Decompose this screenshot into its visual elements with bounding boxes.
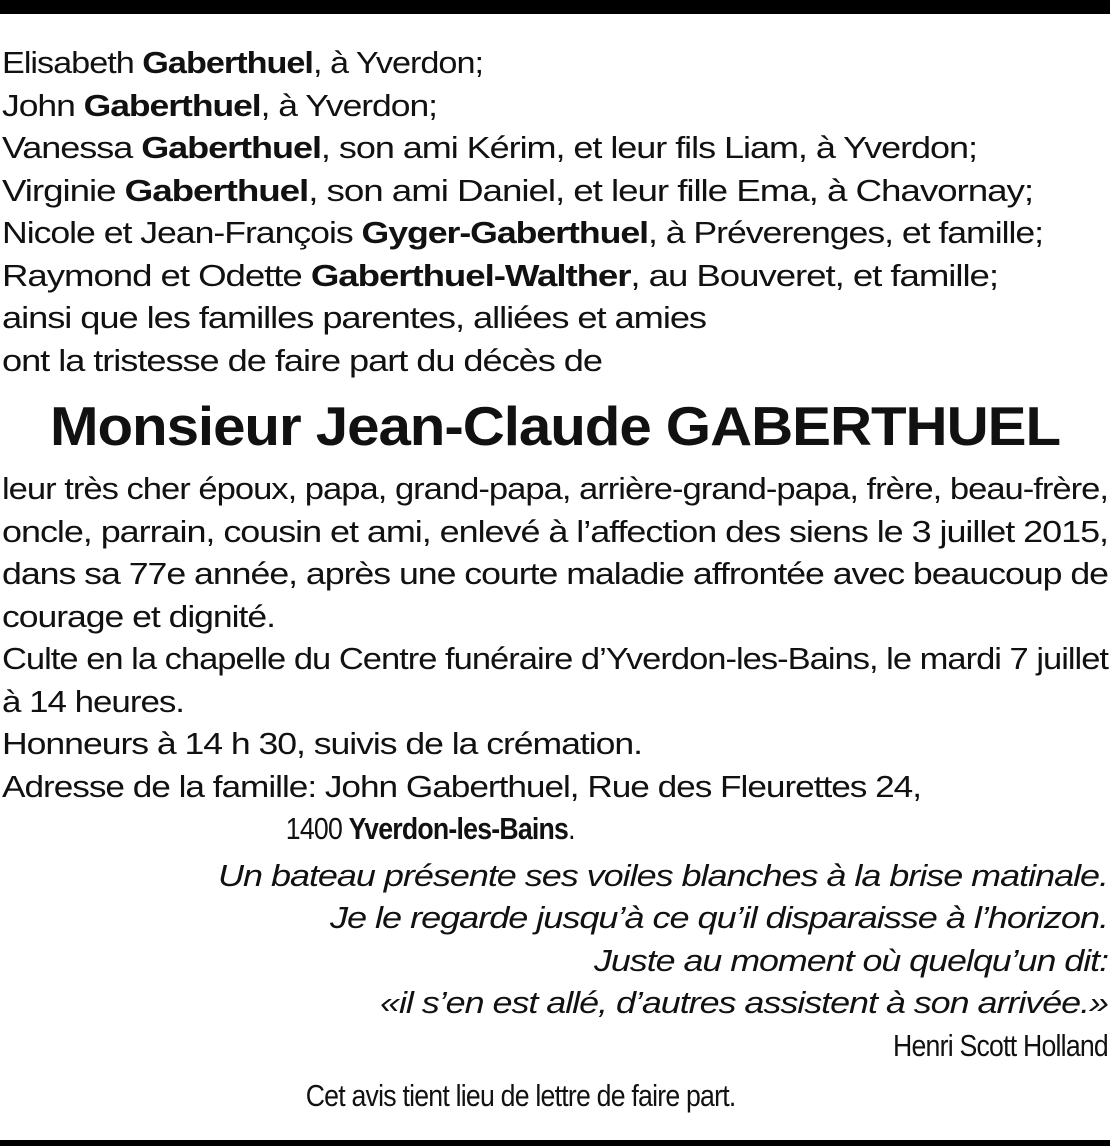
- family-line: [2, 85, 1110, 128]
- family-given-names: Nicole et Jean-François: [2, 215, 362, 250]
- family-surname: Gyger-Gaberthuel: [361, 215, 649, 250]
- family-details: , à Yverdon;: [260, 87, 437, 123]
- closing-note: Cet avis tient lieu de lettre de faire part.: [305, 1078, 736, 1113]
- family-given-names: Virginie: [2, 172, 125, 208]
- family-surname: Gaberthuel-Walther: [310, 257, 631, 293]
- intro: [2, 297, 1108, 382]
- family-given-names: John: [2, 87, 84, 123]
- top-rule: [0, 0, 1110, 14]
- notice-body: [2, 468, 1108, 851]
- postal-code: 1400: [285, 811, 349, 846]
- deceased-name: Monsieur Jean-Claude GABERTHUEL: [49, 395, 1060, 457]
- family-given-names: Raymond et Odette: [2, 257, 311, 293]
- quote-line: Juste au moment où quelqu’un dit:: [593, 942, 1108, 978]
- body-line: leur très cher époux, papa, grand-papa, arrière-grand-papa, frère, beau-frère,: [2, 471, 1108, 506]
- family-line: [2, 170, 1110, 213]
- family-list: [2, 42, 1108, 297]
- quote-line: «il s’en est allé, d’autres assistent à son arrivée.»: [380, 985, 1108, 1020]
- family-line: [2, 212, 1110, 255]
- body-line: Culte en la chapelle du Centre funéraire d’Yverdon-les-Bains, le mardi 7 juillet: [2, 641, 1108, 676]
- family-address-city: [2, 808, 953, 851]
- poem-quote: [2, 855, 1108, 1068]
- city-name: Yverdon-les-Bains: [348, 811, 569, 846]
- family-details: , son ami Kérim, et leur fils Liam, à Yverdon;: [320, 130, 978, 165]
- intro-line: ont la tristesse de faire part du décès de: [2, 342, 602, 378]
- family-line: [2, 127, 1110, 170]
- body-line: dans sa 77e année, après une courte maladie affrontée avec beaucoup de: [2, 556, 1108, 591]
- family-address: Adresse de la famille: John Gaberthuel, Rue des Fleurettes 24,: [2, 768, 921, 804]
- intro-line: ainsi que les familles parentes, alliées et amies: [2, 300, 706, 335]
- bottom-rule: [0, 1140, 1110, 1146]
- family-line: [2, 42, 1110, 85]
- quote-line: Un bateau présente ses voiles blanches à la brise matinale.: [218, 857, 1108, 893]
- body-line: à 14 heures.: [2, 683, 184, 719]
- quote-author: Henri Scott Holland: [893, 1027, 1108, 1063]
- family-surname: Gaberthuel: [141, 130, 321, 165]
- family-line: [2, 255, 1110, 298]
- body-line: oncle, parrain, cousin et ami, enlevé à l’affection des siens le 3 juillet 2015,: [2, 513, 1108, 549]
- family-details: , à Préverenges, et famille;: [648, 215, 1043, 250]
- family-details: , au Bouveret, et famille;: [630, 257, 998, 293]
- family-given-names: Elisabeth: [2, 45, 143, 80]
- family-surname: Gaberthuel: [83, 87, 261, 123]
- body-line: courage et dignité.: [2, 598, 275, 634]
- family-details: , son ami Daniel, et leur fille Ema, à Chavornay;: [308, 172, 1034, 208]
- address-end: .: [568, 811, 575, 846]
- family-surname: Gaberthuel: [124, 172, 309, 208]
- family-given-names: Vanessa: [2, 130, 142, 165]
- quote-line: Je le regarde jusqu’à ce qu’il disparaisse à l’horizon.: [329, 900, 1108, 935]
- body-line: Honneurs à 14 h 30, suivis de la crémation.: [2, 726, 642, 761]
- family-surname: Gaberthuel: [142, 45, 313, 80]
- obituary-notice: [2, 42, 1108, 1118]
- family-details: , à Yverdon;: [312, 45, 483, 80]
